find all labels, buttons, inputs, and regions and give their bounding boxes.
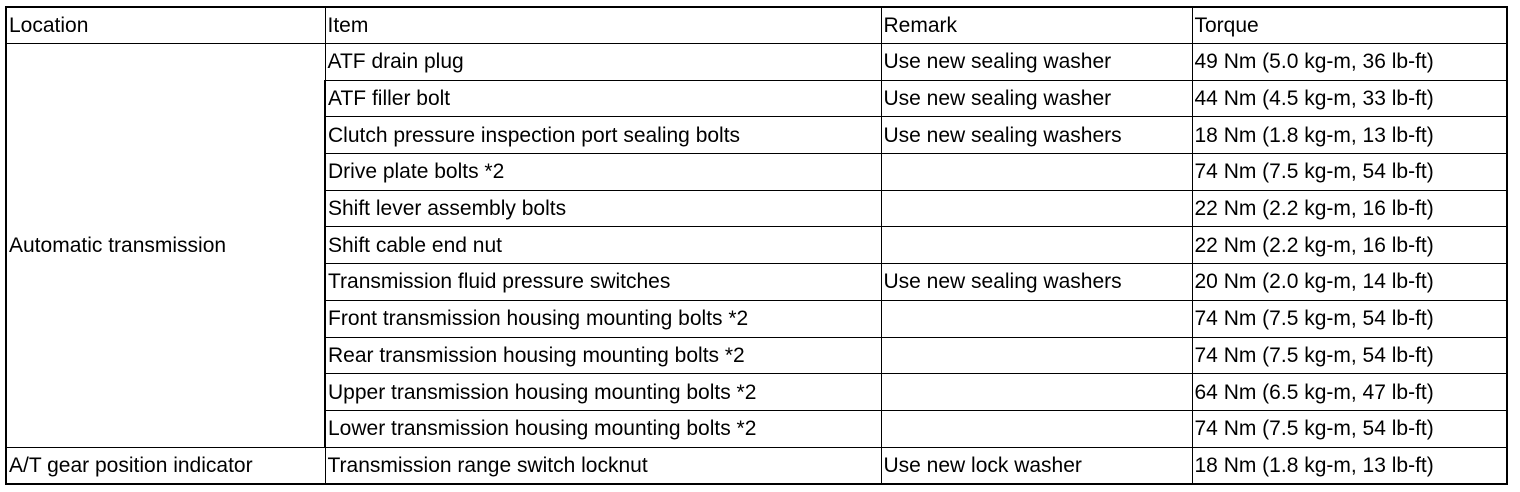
remark-cell [881,300,1192,337]
torque-cell: 22 Nm (2.2 kg-m, 16 lb-ft) [1192,227,1507,264]
item-cell: Upper transmission housing mounting bolts *2 [325,374,881,411]
table-body [6,7,1507,484]
remark-cell [881,374,1192,411]
item-cell: ATF drain plug [325,44,881,81]
header-item: Item [325,7,881,44]
remark-cell: Use new sealing washers [881,117,1192,154]
remark-cell [881,190,1192,227]
item-cell: Front transmission housing mounting bolts *2 [325,300,881,337]
remark-cell [881,154,1192,191]
location-cell: A/T gear position indicator [6,447,325,484]
header-remark: Remark [881,7,1192,44]
torque-cell: 20 Nm (2.0 kg-m, 14 lb-ft) [1192,264,1507,301]
remark-cell [881,337,1192,374]
torque-cell: 44 Nm (4.5 kg-m, 33 lb-ft) [1192,80,1507,117]
torque-cell: 18 Nm (1.8 kg-m, 13 lb-ft) [1192,117,1507,154]
remark-cell [881,227,1192,264]
item-cell: Transmission fluid pressure switches [325,264,881,301]
header-torque: Torque [1192,7,1507,44]
torque-cell: 22 Nm (2.2 kg-m, 16 lb-ft) [1192,190,1507,227]
item-cell: Shift lever assembly bolts [325,190,881,227]
table-row [6,44,1507,81]
torque-cell: 49 Nm (5.0 kg-m, 36 lb-ft) [1192,44,1507,81]
remark-cell: Use new sealing washers [881,264,1192,301]
item-cell: Drive plate bolts *2 [325,154,881,191]
torque-cell: 74 Nm (7.5 kg-m, 54 lb-ft) [1192,337,1507,374]
item-cell: Clutch pressure inspection port sealing bolts [325,117,881,154]
torque-cell: 18 Nm (1.8 kg-m, 13 lb-ft) [1192,447,1507,484]
remark-cell: Use new sealing washer [881,80,1192,117]
location-cell: Automatic transmission [6,44,325,448]
item-cell: Shift cable end nut [325,227,881,264]
torque-cell: 74 Nm (7.5 kg-m, 54 lb-ft) [1192,154,1507,191]
remark-cell: Use new sealing washer [881,44,1192,81]
torque-cell: 74 Nm (7.5 kg-m, 54 lb-ft) [1192,300,1507,337]
header-location: Location [6,7,325,44]
remark-cell [881,410,1192,447]
torque-cell: 74 Nm (7.5 kg-m, 54 lb-ft) [1192,410,1507,447]
item-cell: Lower transmission housing mounting bolts *2 [325,410,881,447]
table-header-row [6,7,1507,44]
remark-cell: Use new lock washer [881,447,1192,484]
item-cell: Transmission range switch locknut [325,447,881,484]
item-cell: Rear transmission housing mounting bolts *2 [325,337,881,374]
table-row [6,447,1507,484]
torque-spec-table [5,6,1508,485]
torque-cell: 64 Nm (6.5 kg-m, 47 lb-ft) [1192,374,1507,411]
item-cell: ATF filler bolt [325,80,881,117]
